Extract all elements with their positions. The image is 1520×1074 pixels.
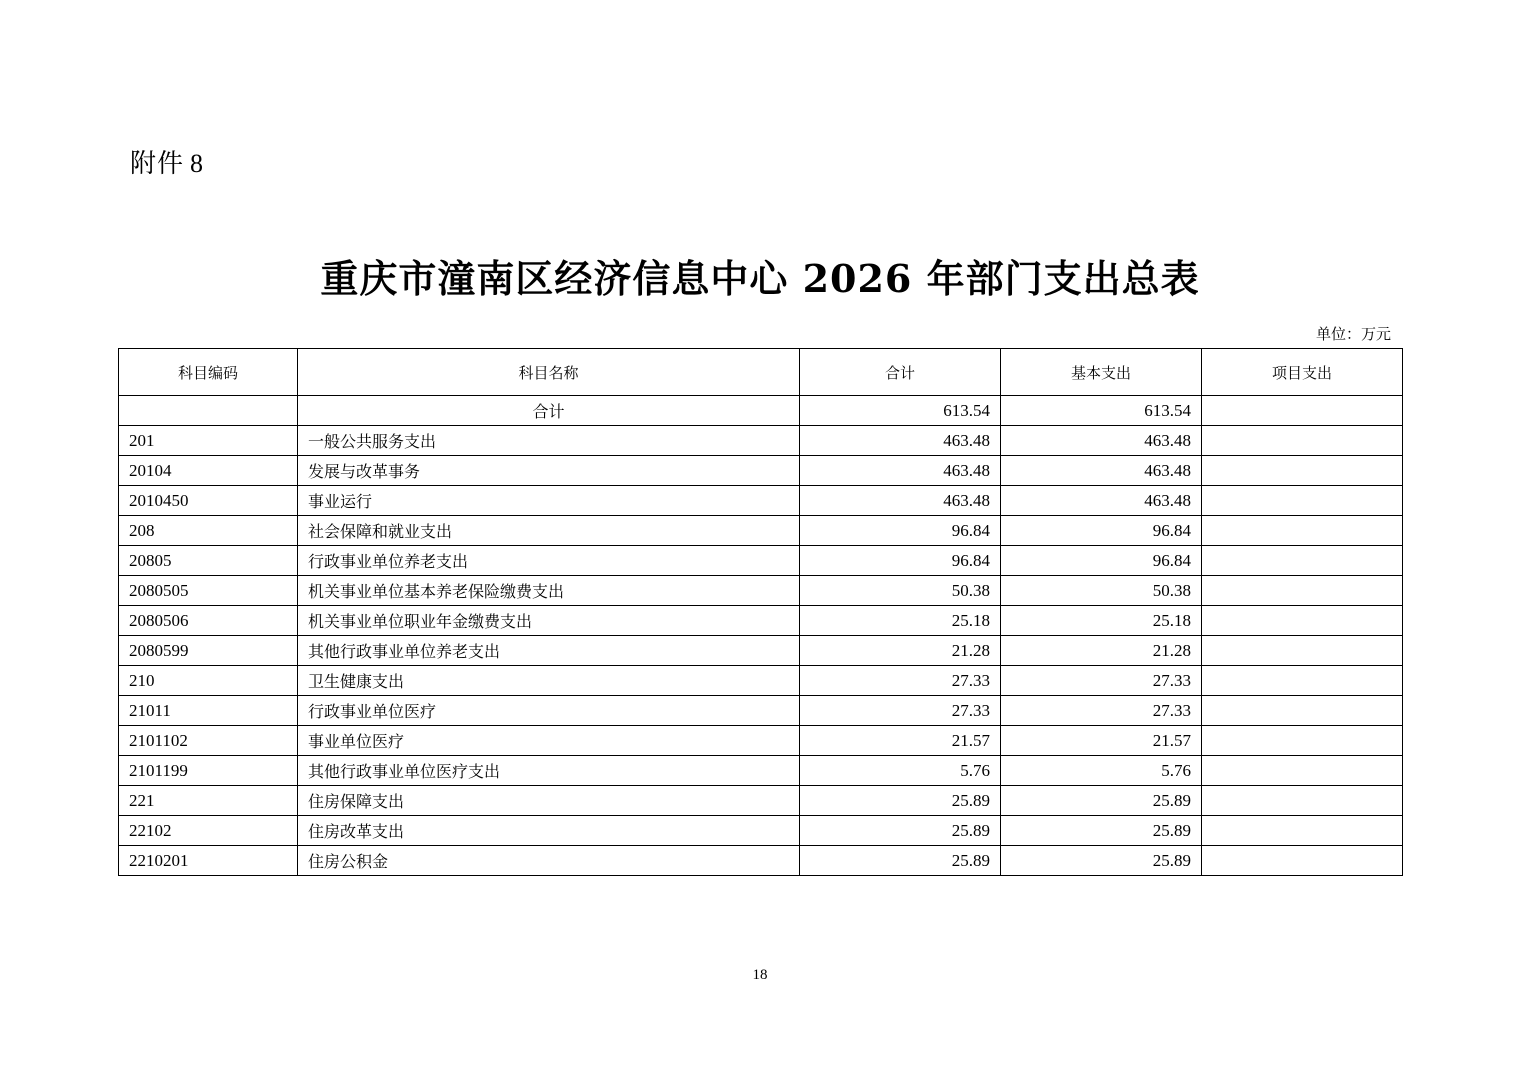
cell-total: 50.38 <box>800 576 1001 606</box>
cell-code: 210 <box>119 666 298 696</box>
cell-project <box>1202 576 1403 606</box>
cell-name: 其他行政事业单位养老支出 <box>298 636 800 666</box>
cell-total: 96.84 <box>800 546 1001 576</box>
page-number: 18 <box>752 967 768 983</box>
table-row <box>119 846 1403 876</box>
cell-total: 25.89 <box>800 786 1001 816</box>
cell-name: 合计 <box>298 396 800 426</box>
cell-total: 21.28 <box>800 636 1001 666</box>
attachment-number: 8 <box>190 149 205 178</box>
cell-code: 2210201 <box>119 846 298 876</box>
cell-total: 27.33 <box>800 666 1001 696</box>
header-code: 科目编码 <box>119 349 298 396</box>
table-row <box>119 486 1403 516</box>
table-row <box>119 756 1403 786</box>
cell-basic: 463.48 <box>1001 426 1202 456</box>
cell-project <box>1202 756 1403 786</box>
cell-code: 201 <box>119 426 298 456</box>
cell-basic: 96.84 <box>1001 516 1202 546</box>
table-row <box>119 696 1403 726</box>
cell-project <box>1202 486 1403 516</box>
cell-code: 2080505 <box>119 576 298 606</box>
table-row <box>119 456 1403 486</box>
cell-code: 22102 <box>119 816 298 846</box>
attachment-label <box>130 143 204 180</box>
cell-name: 社会保障和就业支出 <box>298 516 800 546</box>
table-row <box>119 816 1403 846</box>
cell-basic: 25.89 <box>1001 786 1202 816</box>
cell-name: 住房改革支出 <box>298 816 800 846</box>
table-row <box>119 786 1403 816</box>
cell-basic: 21.57 <box>1001 726 1202 756</box>
cell-code: 208 <box>119 516 298 546</box>
cell-name: 住房公积金 <box>298 846 800 876</box>
table-row <box>119 726 1403 756</box>
cell-name: 一般公共服务支出 <box>298 426 800 456</box>
cell-code: 2101199 <box>119 756 298 786</box>
cell-total: 25.18 <box>800 606 1001 636</box>
cell-code: 2080599 <box>119 636 298 666</box>
cell-basic: 50.38 <box>1001 576 1202 606</box>
cell-name: 机关事业单位职业年金缴费支出 <box>298 606 800 636</box>
header-name: 科目名称 <box>298 349 800 396</box>
cell-basic: 613.54 <box>1001 396 1202 426</box>
cell-project <box>1202 396 1403 426</box>
table-row <box>119 516 1403 546</box>
cell-basic: 25.89 <box>1001 846 1202 876</box>
cell-code: 20805 <box>119 546 298 576</box>
cell-total: 96.84 <box>800 516 1001 546</box>
table-row <box>119 576 1403 606</box>
cell-project <box>1202 426 1403 456</box>
cell-total: 25.89 <box>800 846 1001 876</box>
cell-name: 事业运行 <box>298 486 800 516</box>
cell-name: 发展与改革事务 <box>298 456 800 486</box>
total-row <box>119 396 1403 426</box>
cell-code: 20104 <box>119 456 298 486</box>
cell-project <box>1202 726 1403 756</box>
table-row <box>119 546 1403 576</box>
table-row <box>119 426 1403 456</box>
header-basic: 基本支出 <box>1001 349 1202 396</box>
expenditure-table <box>118 348 1403 876</box>
cell-total: 613.54 <box>800 396 1001 426</box>
cell-code: 221 <box>119 786 298 816</box>
cell-name: 其他行政事业单位医疗支出 <box>298 756 800 786</box>
cell-code: 2101102 <box>119 726 298 756</box>
cell-name: 住房保障支出 <box>298 786 800 816</box>
cell-project <box>1202 696 1403 726</box>
cell-name: 机关事业单位基本养老保险缴费支出 <box>298 576 800 606</box>
cell-total: 463.48 <box>800 426 1001 456</box>
cell-total: 463.48 <box>800 456 1001 486</box>
cell-code: 2010450 <box>119 486 298 516</box>
cell-name: 行政事业单位养老支出 <box>298 546 800 576</box>
cell-project <box>1202 546 1403 576</box>
attachment-text: 附件 <box>130 149 185 179</box>
cell-basic: 463.48 <box>1001 456 1202 486</box>
cell-basic: 96.84 <box>1001 546 1202 576</box>
cell-project <box>1202 636 1403 666</box>
cell-project <box>1202 846 1403 876</box>
cell-project <box>1202 456 1403 486</box>
table-header-row <box>119 349 1403 396</box>
cell-name: 卫生健康支出 <box>298 666 800 696</box>
cell-name: 行政事业单位医疗 <box>298 696 800 726</box>
header-total: 合计 <box>800 349 1001 396</box>
cell-project <box>1202 606 1403 636</box>
header-project: 项目支出 <box>1202 349 1403 396</box>
cell-total: 5.76 <box>800 756 1001 786</box>
cell-name: 事业单位医疗 <box>298 726 800 756</box>
cell-total: 25.89 <box>800 816 1001 846</box>
cell-code <box>119 396 298 426</box>
cell-project <box>1202 816 1403 846</box>
cell-total: 21.57 <box>800 726 1001 756</box>
cell-basic: 27.33 <box>1001 666 1202 696</box>
cell-basic: 25.89 <box>1001 816 1202 846</box>
cell-basic: 463.48 <box>1001 486 1202 516</box>
table-row <box>119 636 1403 666</box>
cell-total: 27.33 <box>800 696 1001 726</box>
cell-project <box>1202 786 1403 816</box>
table-row <box>119 606 1403 636</box>
cell-project <box>1202 666 1403 696</box>
cell-total: 463.48 <box>800 486 1001 516</box>
cell-basic: 25.18 <box>1001 606 1202 636</box>
cell-project <box>1202 516 1403 546</box>
cell-basic: 21.28 <box>1001 636 1202 666</box>
cell-basic: 27.33 <box>1001 696 1202 726</box>
table-row <box>119 666 1403 696</box>
unit-label: 单位：万元 <box>1315 325 1391 343</box>
document-title: 重庆市潼南区经济信息中心 2026 年部门支出总表 <box>320 256 1200 301</box>
cell-code: 2080506 <box>119 606 298 636</box>
cell-basic: 5.76 <box>1001 756 1202 786</box>
cell-code: 21011 <box>119 696 298 726</box>
